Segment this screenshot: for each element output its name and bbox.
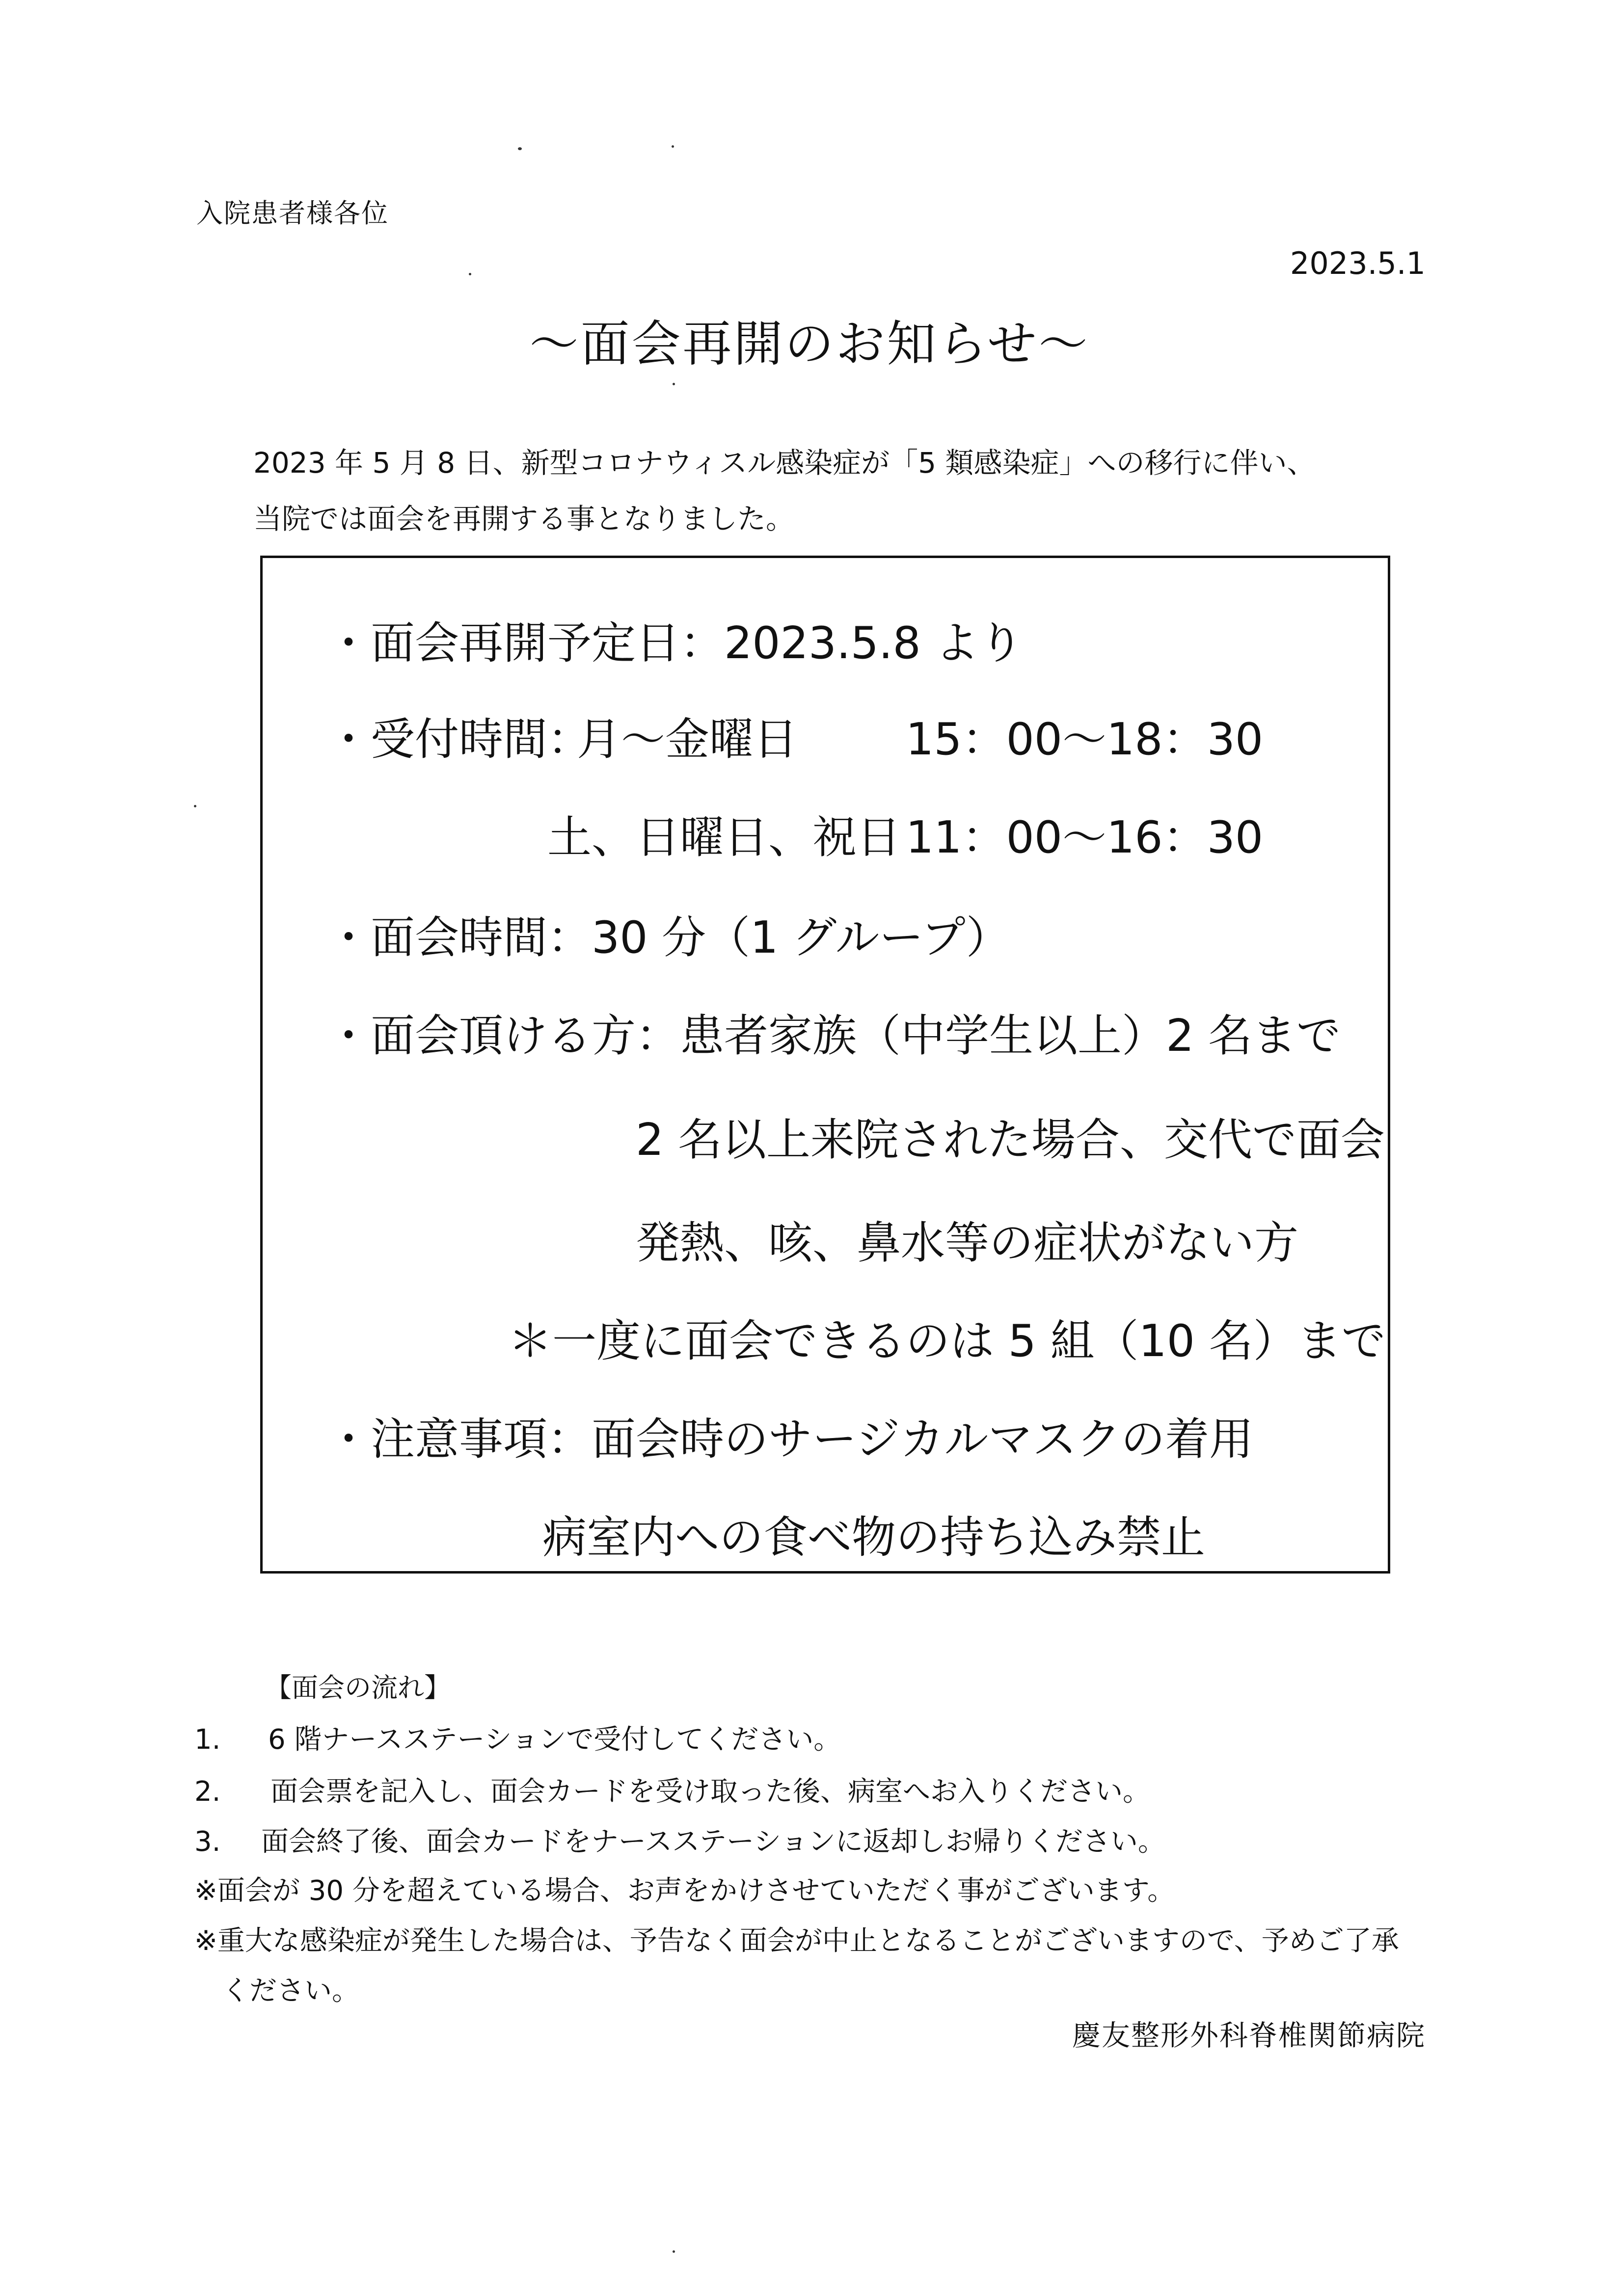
notes-line-1: 面会時のサージカルマスクの着用: [592, 1414, 1254, 1465]
visitors-line-2: 2 名以上来院された場合、交代で面会: [636, 1114, 1385, 1166]
visitors-line-3: 発熱、咳、鼻水等の症状がない方: [636, 1217, 1298, 1269]
visitors-label: ・面会頂ける方：: [326, 1010, 680, 1062]
flow-heading: 【面会の流れ】: [265, 1672, 451, 1703]
flow-step-number: 1.: [194, 1724, 221, 1756]
reception-label: ・受付時間：: [326, 714, 592, 765]
flow-note-2-line-1: ※重大な感染症が発生した場合は、予告なく面会が中止となることがございますので、予めご了承: [194, 1925, 1399, 1957]
flow-step-number: 2.: [194, 1776, 221, 1808]
scan-speck: [673, 2250, 675, 2253]
flow-step-text: 6 階ナースステーションで受付してください。: [268, 1724, 841, 1756]
visitors-line-4: ＊一度に面会できるのは 5 組（10 名）まで: [508, 1315, 1386, 1367]
scan-speck: [673, 383, 675, 385]
visitors-row: [326, 1000, 1341, 1064]
page-title: ～面会再開のお知らせ～: [529, 315, 1090, 373]
intro-line-2: 当院では面会を再開する事となりました。: [253, 502, 795, 535]
restart-date-value: 2023.5.8 より: [724, 617, 1024, 669]
scan-speck: [194, 805, 196, 807]
flow-step: [194, 1770, 1150, 1809]
notes-line-2: 病室内への食べ物の持ち込み禁止: [542, 1512, 1205, 1563]
recipient-line: 入院患者様各位: [196, 198, 389, 229]
notice-date: 2023.5.1: [1290, 245, 1426, 281]
flow-step: [194, 1718, 841, 1757]
scan-speck: [672, 145, 674, 148]
flow-step-text: 面会票を記入し、面会カードを受け取った後、病室へお入りください。: [270, 1776, 1150, 1808]
restart-date-label: ・面会再開予定日：: [326, 617, 724, 669]
intro-line-1: 2023 年 5 月 8 日、新型コロナウィスル感染症が「5 類感染症」への移行に伴い、: [253, 446, 1316, 480]
visitors-line-1: 患者家族（中学生以上）2 名まで: [680, 1010, 1341, 1062]
scan-speck: [518, 147, 522, 150]
reception-weekday-time: 15：00～18：30: [906, 714, 1264, 765]
duration-label: ・面会時間：: [326, 912, 592, 963]
scan-speck: [469, 273, 471, 275]
reception-weekend-time: 11：00～16：30: [906, 812, 1264, 863]
hospital-name: 慶友整形外科脊椎関節病院: [1072, 2019, 1426, 2052]
visitation-info-box: [260, 556, 1390, 1574]
flow-step-text: 面会終了後、面会カードをナースステーションに返却しお帰りください。: [261, 1826, 1165, 1858]
reception-weekend-days: 土、日曜日、祝日: [547, 812, 901, 863]
duration-row: [326, 902, 1010, 965]
duration-value: 30 分（1 グループ）: [592, 912, 1010, 963]
notes-label: ・注意事項：: [326, 1414, 592, 1465]
flow-step: [194, 1820, 1165, 1859]
notes-row: [326, 1403, 1253, 1467]
flow-note-1: ※面会が 30 分を超えている場合、お声をかけさせていただく事がございます。: [194, 1875, 1175, 1907]
flow-note-2-line-2: ください。: [222, 1975, 359, 2007]
reception-weekday-days: 月～金曜日: [577, 714, 798, 765]
flow-step-number: 3.: [194, 1826, 221, 1858]
restart-date-row: [326, 607, 1023, 671]
